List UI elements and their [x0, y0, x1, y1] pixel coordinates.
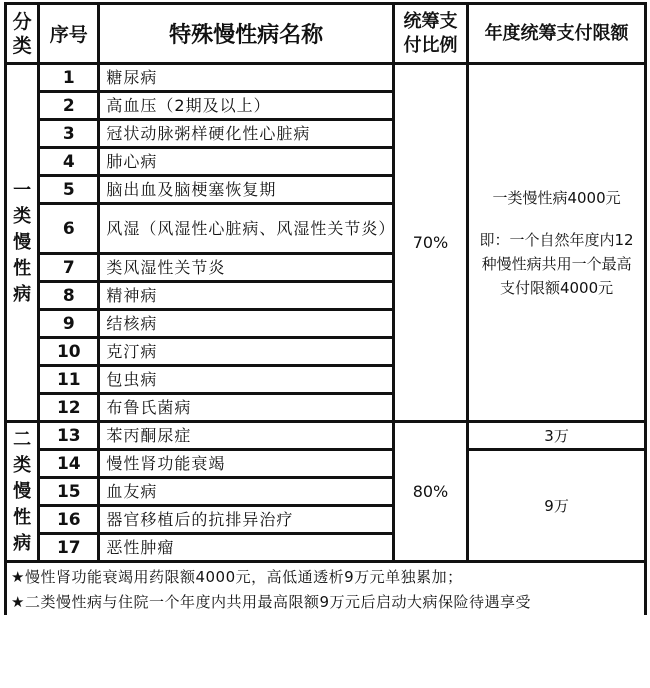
header-disease-name: 特殊慢性病名称	[100, 5, 394, 65]
disease-name: 包虫病	[100, 367, 394, 395]
limit-row-13: 3万	[469, 423, 647, 451]
header-annual-limit: 年度统筹支付限额	[469, 5, 647, 65]
row-number: 5	[40, 177, 100, 205]
category-two: 二类慢性病	[7, 423, 40, 563]
limit-group-one	[469, 65, 647, 423]
limit-group-one-line2: 即：一个自然年度内12种慢性病共用一个最高支付限额4000元	[479, 230, 634, 297]
notes-cell	[7, 563, 647, 615]
notes-row	[7, 563, 647, 615]
chronic-disease-table	[4, 2, 647, 615]
row-number: 4	[40, 149, 100, 177]
disease-name: 慢性肾功能衰竭	[100, 451, 394, 479]
header-row	[7, 5, 647, 65]
row-number: 3	[40, 121, 100, 149]
disease-name: 风湿（风湿性心脏病、风湿性关节炎）	[100, 205, 394, 255]
disease-name: 布鲁氏菌病	[100, 395, 394, 423]
ratio-group-one: 70%	[395, 65, 469, 423]
table-row	[7, 65, 647, 93]
row-number: 15	[40, 479, 100, 507]
row-number: 13	[40, 423, 100, 451]
row-number: 14	[40, 451, 100, 479]
disease-name: 结核病	[100, 311, 394, 339]
header-ratio: 统筹支付比例	[395, 5, 469, 65]
disease-name: 血友病	[100, 479, 394, 507]
row-number: 2	[40, 93, 100, 121]
header-number: 序号	[40, 5, 100, 65]
disease-name: 精神病	[100, 283, 394, 311]
header-category: 分类	[7, 5, 40, 65]
row-number: 16	[40, 507, 100, 535]
note-line-2: ★二类慢性病与住院一个年度内共用最高限额9万元后启动大病保险待遇享受	[11, 593, 531, 611]
disease-name: 肺心病	[100, 149, 394, 177]
disease-name: 脑出血及脑梗塞恢复期	[100, 177, 394, 205]
row-number: 6	[40, 205, 100, 255]
chronic-disease-table-frame	[4, 2, 647, 686]
row-number: 1	[40, 65, 100, 93]
disease-name: 糖尿病	[100, 65, 394, 93]
category-one: 一类慢性病	[7, 65, 40, 423]
disease-name: 高血压（2期及以上）	[100, 93, 394, 121]
disease-name: 苯丙酮尿症	[100, 423, 394, 451]
disease-name: 冠状动脉粥样硬化性心脏病	[100, 121, 394, 149]
note-line-1: ★慢性肾功能衰竭用药限额4000元，高低通透析9万元单独累加；	[11, 568, 463, 586]
table-row	[7, 451, 647, 479]
row-number: 7	[40, 255, 100, 283]
disease-name: 克汀病	[100, 339, 394, 367]
disease-name: 恶性肿瘤	[100, 535, 394, 563]
disease-name: 器官移植后的抗排异治疗	[100, 507, 394, 535]
disease-name: 类风湿性关节炎	[100, 255, 394, 283]
row-number: 8	[40, 283, 100, 311]
row-number: 9	[40, 311, 100, 339]
row-number: 12	[40, 395, 100, 423]
ratio-group-two: 80%	[395, 423, 469, 563]
limit-rows-14-17: 9万	[469, 451, 647, 563]
table-row	[7, 423, 647, 451]
row-number: 11	[40, 367, 100, 395]
row-number: 17	[40, 535, 100, 563]
limit-group-one-line1: 一类慢性病4000元	[492, 188, 621, 207]
row-number: 10	[40, 339, 100, 367]
